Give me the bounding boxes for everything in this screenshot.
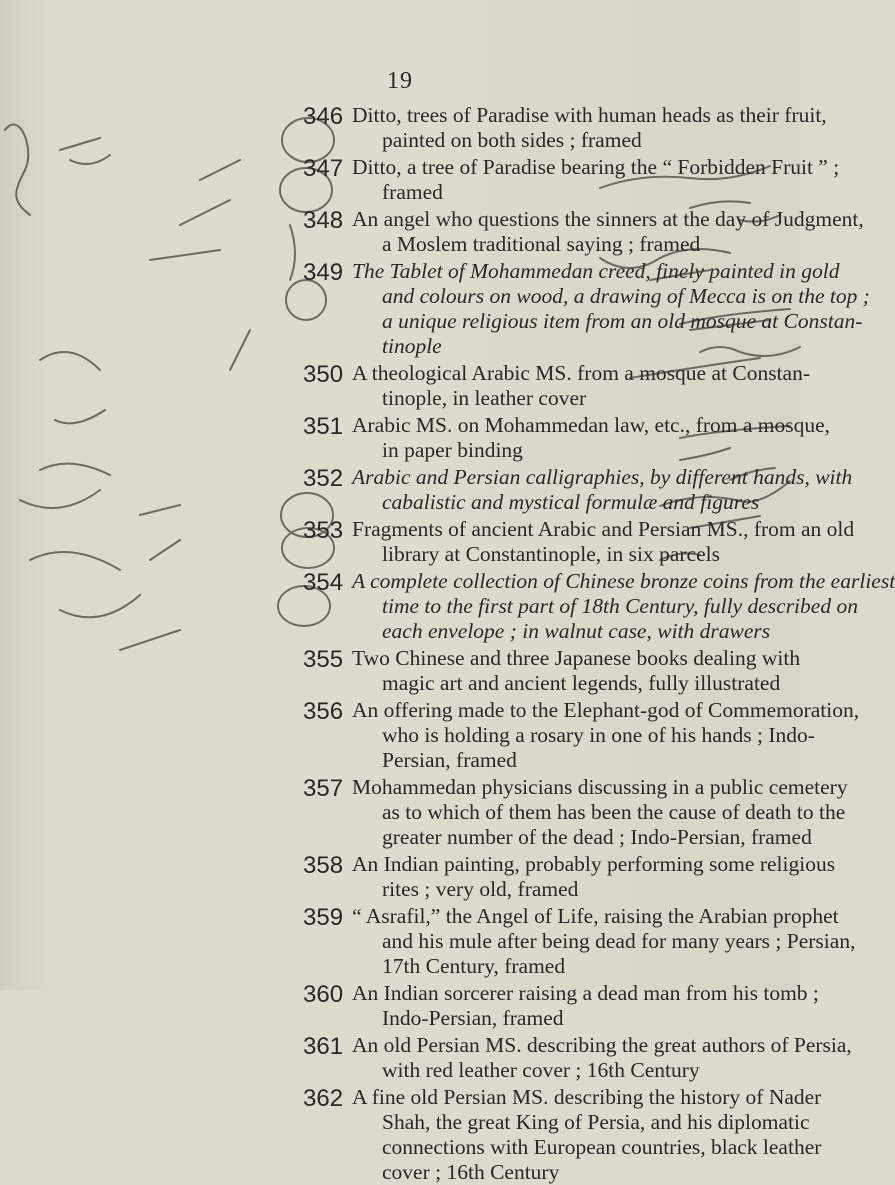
lot-description-line: time to the first part of 18th Century, fully described on [382,594,858,618]
lot-description-line: A fine old Persian MS. describing the history of Nader [352,1085,822,1109]
lot-number: 351 [303,413,344,440]
lot-description [352,207,864,257]
lot-description-line: magic art and ancient legends, fully illustrated [382,671,781,695]
lot-description-line: An old Persian MS. describing the great authors of Persia, [352,1033,852,1057]
lot-description-line: A complete collection of Chinese bronze coins from the earliest [352,569,895,593]
lot-description-line: Ditto, a tree of Paradise bearing the “ Forbidden Fruit ” ; [352,155,840,179]
lot-description [352,155,840,205]
lot-number: 355 [303,646,344,673]
lot-description-line: in paper binding [382,438,523,462]
lot-description [352,852,836,902]
lot-number: 347 [303,155,344,182]
lot-description [352,1033,852,1083]
lot-number: 361 [303,1033,344,1060]
lot-description-line: tinople, in leather cover [382,386,587,410]
lot-description-line: a unique religious item from an old mosque at Constan- [382,309,863,333]
lot-description-line: cover ; 16th Century [382,1160,560,1184]
lot-description [352,259,870,359]
lot-number: 352 [303,465,344,492]
lot-number: 348 [303,207,344,234]
lot-number: 359 [303,904,344,931]
lot-description-line: Fragments of ancient Arabic and Persian MS., from an old [352,517,855,541]
lot-description-line: painted on both sides ; framed [382,128,642,152]
lot-description-line: cabalistic and mystical formulæ and figures [382,490,760,514]
lot-number: 357 [303,775,344,802]
lot-description [352,904,856,979]
lot-description-line: Indo-Persian, framed [382,1006,564,1030]
lot-description-line: tinople [382,334,442,358]
lot-description-line: An Indian painting, probably performing some religious [352,852,836,876]
lot-description [352,646,801,696]
lot-description-line: An Indian sorcerer raising a dead man from his tomb ; [352,981,819,1005]
lot-description-line: connections with European countries, black leather [382,1135,822,1159]
lot-description [352,698,860,773]
lot-description-line: Arabic and Persian calligraphies, by different hands, with [352,465,853,489]
lot-description-line: Shah, the great King of Persia, and his diplomatic [382,1110,810,1134]
lot-description-line: Ditto, trees of Paradise with human heads as their fruit, [352,103,827,127]
lot-description-line: greater number of the dead ; Indo-Persian, framed [382,825,812,849]
lot-description-line: 17th Century, framed [382,954,566,978]
lot-description-line: Two Chinese and three Japanese books dealing with [352,646,801,670]
lot-number: 350 [303,361,344,388]
lot-description-line: a Moslem traditional saying ; framed [382,232,701,256]
lot-description-line: with red leather cover ; 16th Century [382,1058,700,1082]
lot-description [352,103,827,153]
lot-description-line: framed [382,180,443,204]
lot-number: 349 [303,259,344,286]
lot-description-line: library at Constantinople, in six parcels [382,542,720,566]
lot-description [352,465,853,515]
lot-description-line: and his mule after being dead for many years ; Persian, [382,929,856,953]
page-number: 19 [387,68,413,94]
lot-description [352,981,819,1031]
lot-description-line: rites ; very old, framed [382,877,579,901]
lot-number: 354 [303,569,344,596]
lot-description-line: who is holding a rosary in one of his hands ; Indo- [382,723,815,747]
lot-description-line: as to which of them has been the cause of death to the [382,800,846,824]
lot-description [352,775,848,850]
lot-description-line: Persian, framed [382,748,517,772]
lot-description [352,413,831,463]
lot-description-line: A theological Arabic MS. from a mosque at Constan- [352,361,810,385]
lot-number: 356 [303,698,344,725]
lot-description-line: Arabic MS. on Mohammedan law, etc., from a mosque, [352,413,831,437]
lot-description-line: The Tablet of Mohammedan creed, finely painted in gold [352,259,840,283]
lot-description [352,361,810,411]
lot-description-line: An offering made to the Elephant-god of Commemoration, [352,698,860,722]
lot-description [352,517,855,567]
lot-number: 353 [303,517,344,544]
lot-description-line: “ Asrafil,” the Angel of Life, raising the Arabian prophet [352,904,839,928]
lot-description-line: An angel who questions the sinners at the day of Judgment, [352,207,864,231]
lot-description [352,1085,822,1185]
lot-description-line: Mohammedan physicians discussing in a public cemetery [352,775,848,799]
lot-number: 360 [303,981,344,1008]
lot-number: 358 [303,852,344,879]
lot-description-line: each envelope ; in walnut case, with drawers [382,619,771,643]
lot-description [352,569,895,644]
lot-number: 362 [303,1085,344,1112]
lot-number: 346 [303,103,344,130]
lot-description-line: and colours on wood, a drawing of Mecca is on the top ; [382,284,870,308]
